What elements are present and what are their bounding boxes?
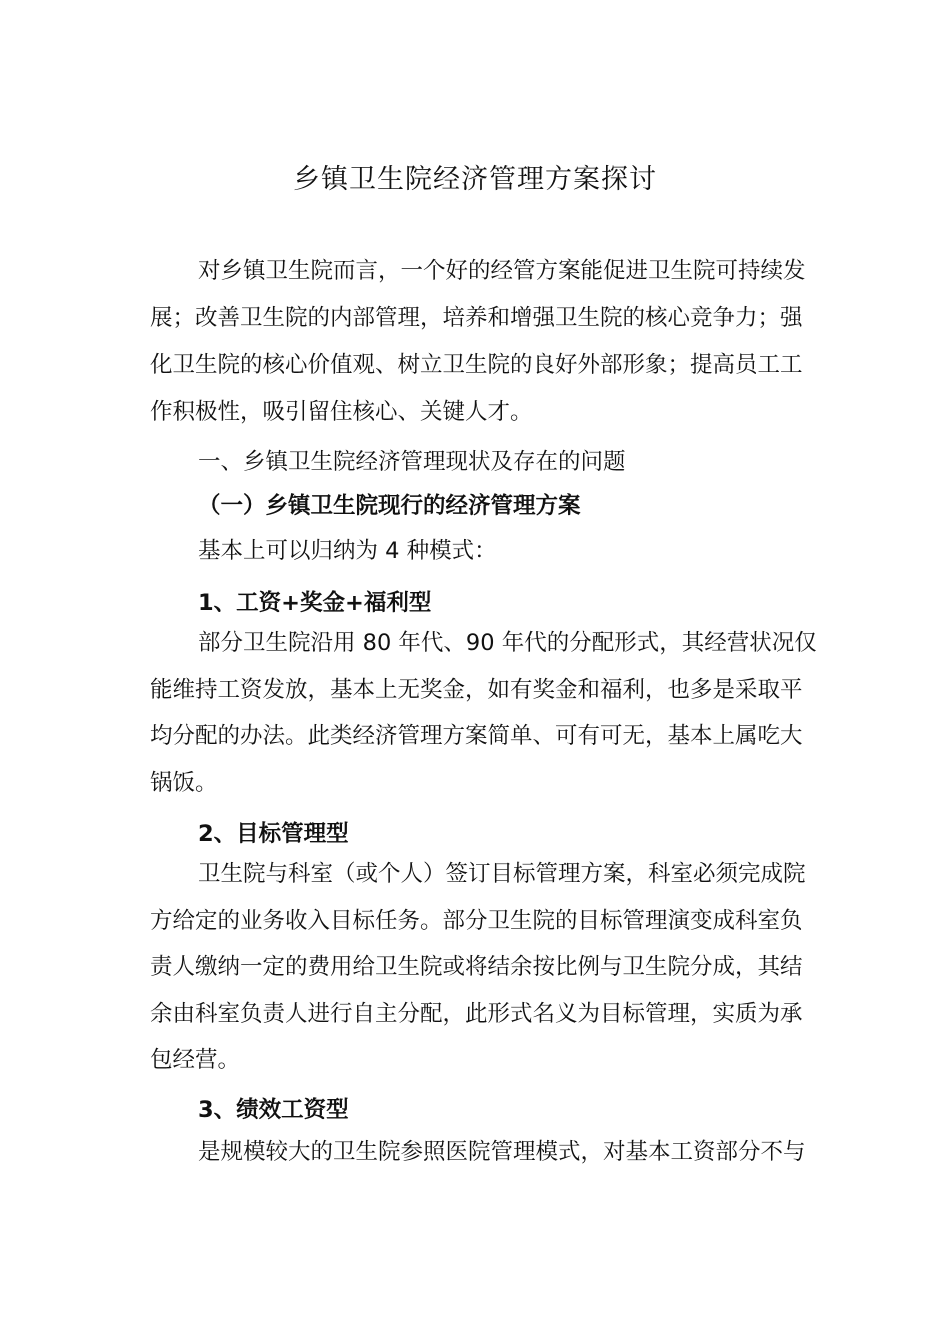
paragraph-line: 卫生院与科室（或个人）签订目标管理方案，科室必须完成院 (198, 861, 806, 887)
intro-paragraph (150, 248, 842, 436)
paragraph-line: 是规模较大的卫生院参照医院管理模式，对基本工资部分不与 (198, 1139, 806, 1165)
paragraph-line: 化卫生院的核心价值观、树立卫生院的良好外部形象；提高员工工 (150, 352, 803, 378)
paragraph-line: 对乡镇卫生院而言，一个好的经管方案能促进卫生院可持续发 (198, 258, 806, 284)
summary-line: 基本上可以归纳为 4 种模式： (198, 538, 497, 564)
paragraph-line: 包经营。 (150, 1047, 241, 1073)
paragraph-line: 能维持工资发放，基本上无奖金，如有奖金和福利，也多是采取平 (150, 676, 803, 703)
paragraph-line: 均分配的办法。此类经济管理方案简单、可有可无，基本上属吃大 (150, 723, 803, 749)
model-3-heading: 3、绩效工资型 (198, 1097, 349, 1123)
paragraph-line: 余由科室负责人进行自主分配，此形式名义为目标管理，实质为承 (150, 1000, 803, 1027)
paragraph-line: 部分卫生院沿用 80 年代、90 年代的分配形式，其经营状况仅 (198, 630, 817, 656)
paragraph-line: 方给定的业务收入目标任务。部分卫生院的目标管理演变成科室负 (150, 907, 803, 934)
paragraph-line: 锅饭。 (150, 769, 218, 796)
model-1-heading: 1、工资+奖金+福利型 (198, 590, 432, 616)
subsection-heading: （一）乡镇卫生院现行的经济管理方案 (198, 493, 581, 519)
document-title: 乡镇卫生院经济管理方案探讨 (293, 164, 657, 195)
paragraph-line: 作积极性，吸引留住核心、关键人才。 (150, 399, 533, 425)
paragraph-line: 展；改善卫生院的内部管理，培养和增强卫生院的核心竞争力；强 (150, 305, 803, 331)
section-heading: 一、乡镇卫生院经济管理现状及存在的问题 (198, 449, 626, 475)
model-3-paragraph (150, 1129, 842, 1176)
model-1-paragraph (150, 620, 842, 806)
model-2-paragraph (150, 851, 842, 1084)
paragraph-line: 责人缴纳一定的费用给卫生院或将结余按比例与卫生院分成，其结 (150, 954, 803, 980)
model-2-heading: 2、目标管理型 (198, 821, 349, 847)
